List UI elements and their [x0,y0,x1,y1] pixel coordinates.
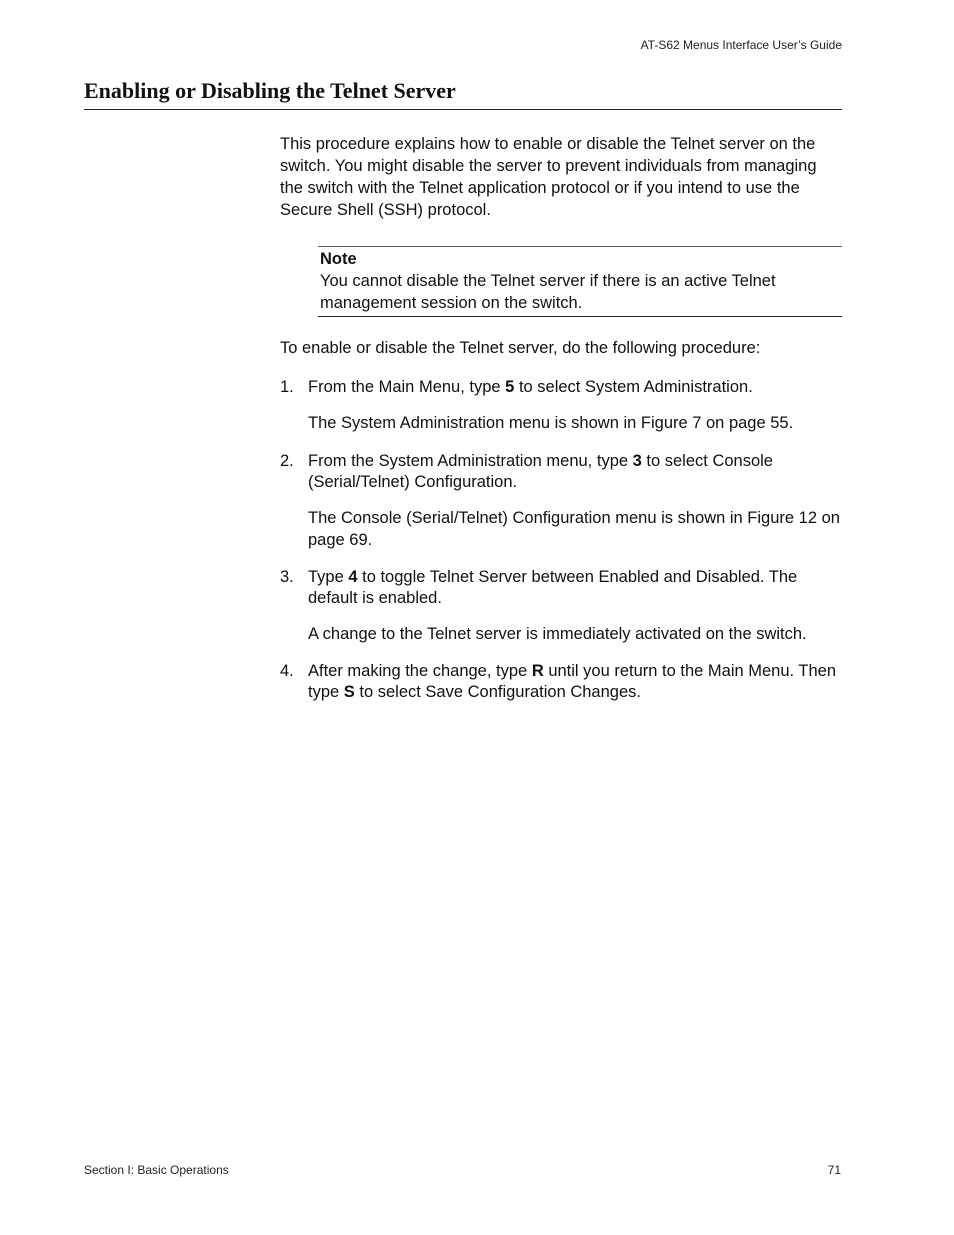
procedure-step [280,567,840,645]
step-key: 4 [348,568,358,586]
step-instruction: From the Main Menu, type 5 to select System Administration. [308,378,753,396]
step-result: A change to the Telnet server is immediately activated on the switch. [308,625,807,643]
procedure-step [280,377,840,434]
step-number: 4. [280,662,294,680]
title-rule [84,109,842,110]
running-header: AT-S62 Menus Interface User’s Guide [640,38,842,52]
procedure-steps [280,377,840,703]
note-box [318,246,842,317]
step-instruction: Type 4 to toggle Telnet Server between Enabled and Disabled. The default is enabled. [308,568,798,607]
procedure-step [280,451,840,551]
step-instruction: After making the change, type R until you return to the Main Menu. Then type S to select Save Configuration Changes. [308,662,837,701]
step-instruction: From the System Administration menu, type 3 to select Console (Serial/Telnet) Configuration. [308,452,773,491]
note-heading: Note [320,250,357,268]
step-number: 2. [280,452,294,470]
section-title: Enabling or Disabling the Telnet Server [84,78,456,103]
step-number: 3. [280,568,294,586]
step-result: The System Administration menu is shown in Figure 7 on page 55. [308,414,794,432]
step-key: 5 [505,378,515,396]
step-key: S [343,683,355,701]
procedure-step [280,661,840,703]
footer-section: Section I: Basic Operations [84,1163,229,1177]
step-key: R [531,662,544,680]
step-result: The Console (Serial/Telnet) Configuration menu is shown in Figure 12 on page 69. [308,509,840,549]
step-number: 1. [280,378,294,396]
procedure-lead: To enable or disable the Telnet server, do the following procedure: [280,339,761,357]
page-number: 71 [827,1163,841,1177]
note-text: You cannot disable the Telnet server if there is an active Telnet management session on the switch. [320,272,776,312]
step-key: 3 [632,452,642,470]
intro-paragraph: This procedure explains how to enable or disable the Telnet server on the switch. You might disable the server to prevent individuals from managing the switch with the Telnet application protocol or if you intend to use the Secure Shell (SSH) protocol. [280,135,817,219]
